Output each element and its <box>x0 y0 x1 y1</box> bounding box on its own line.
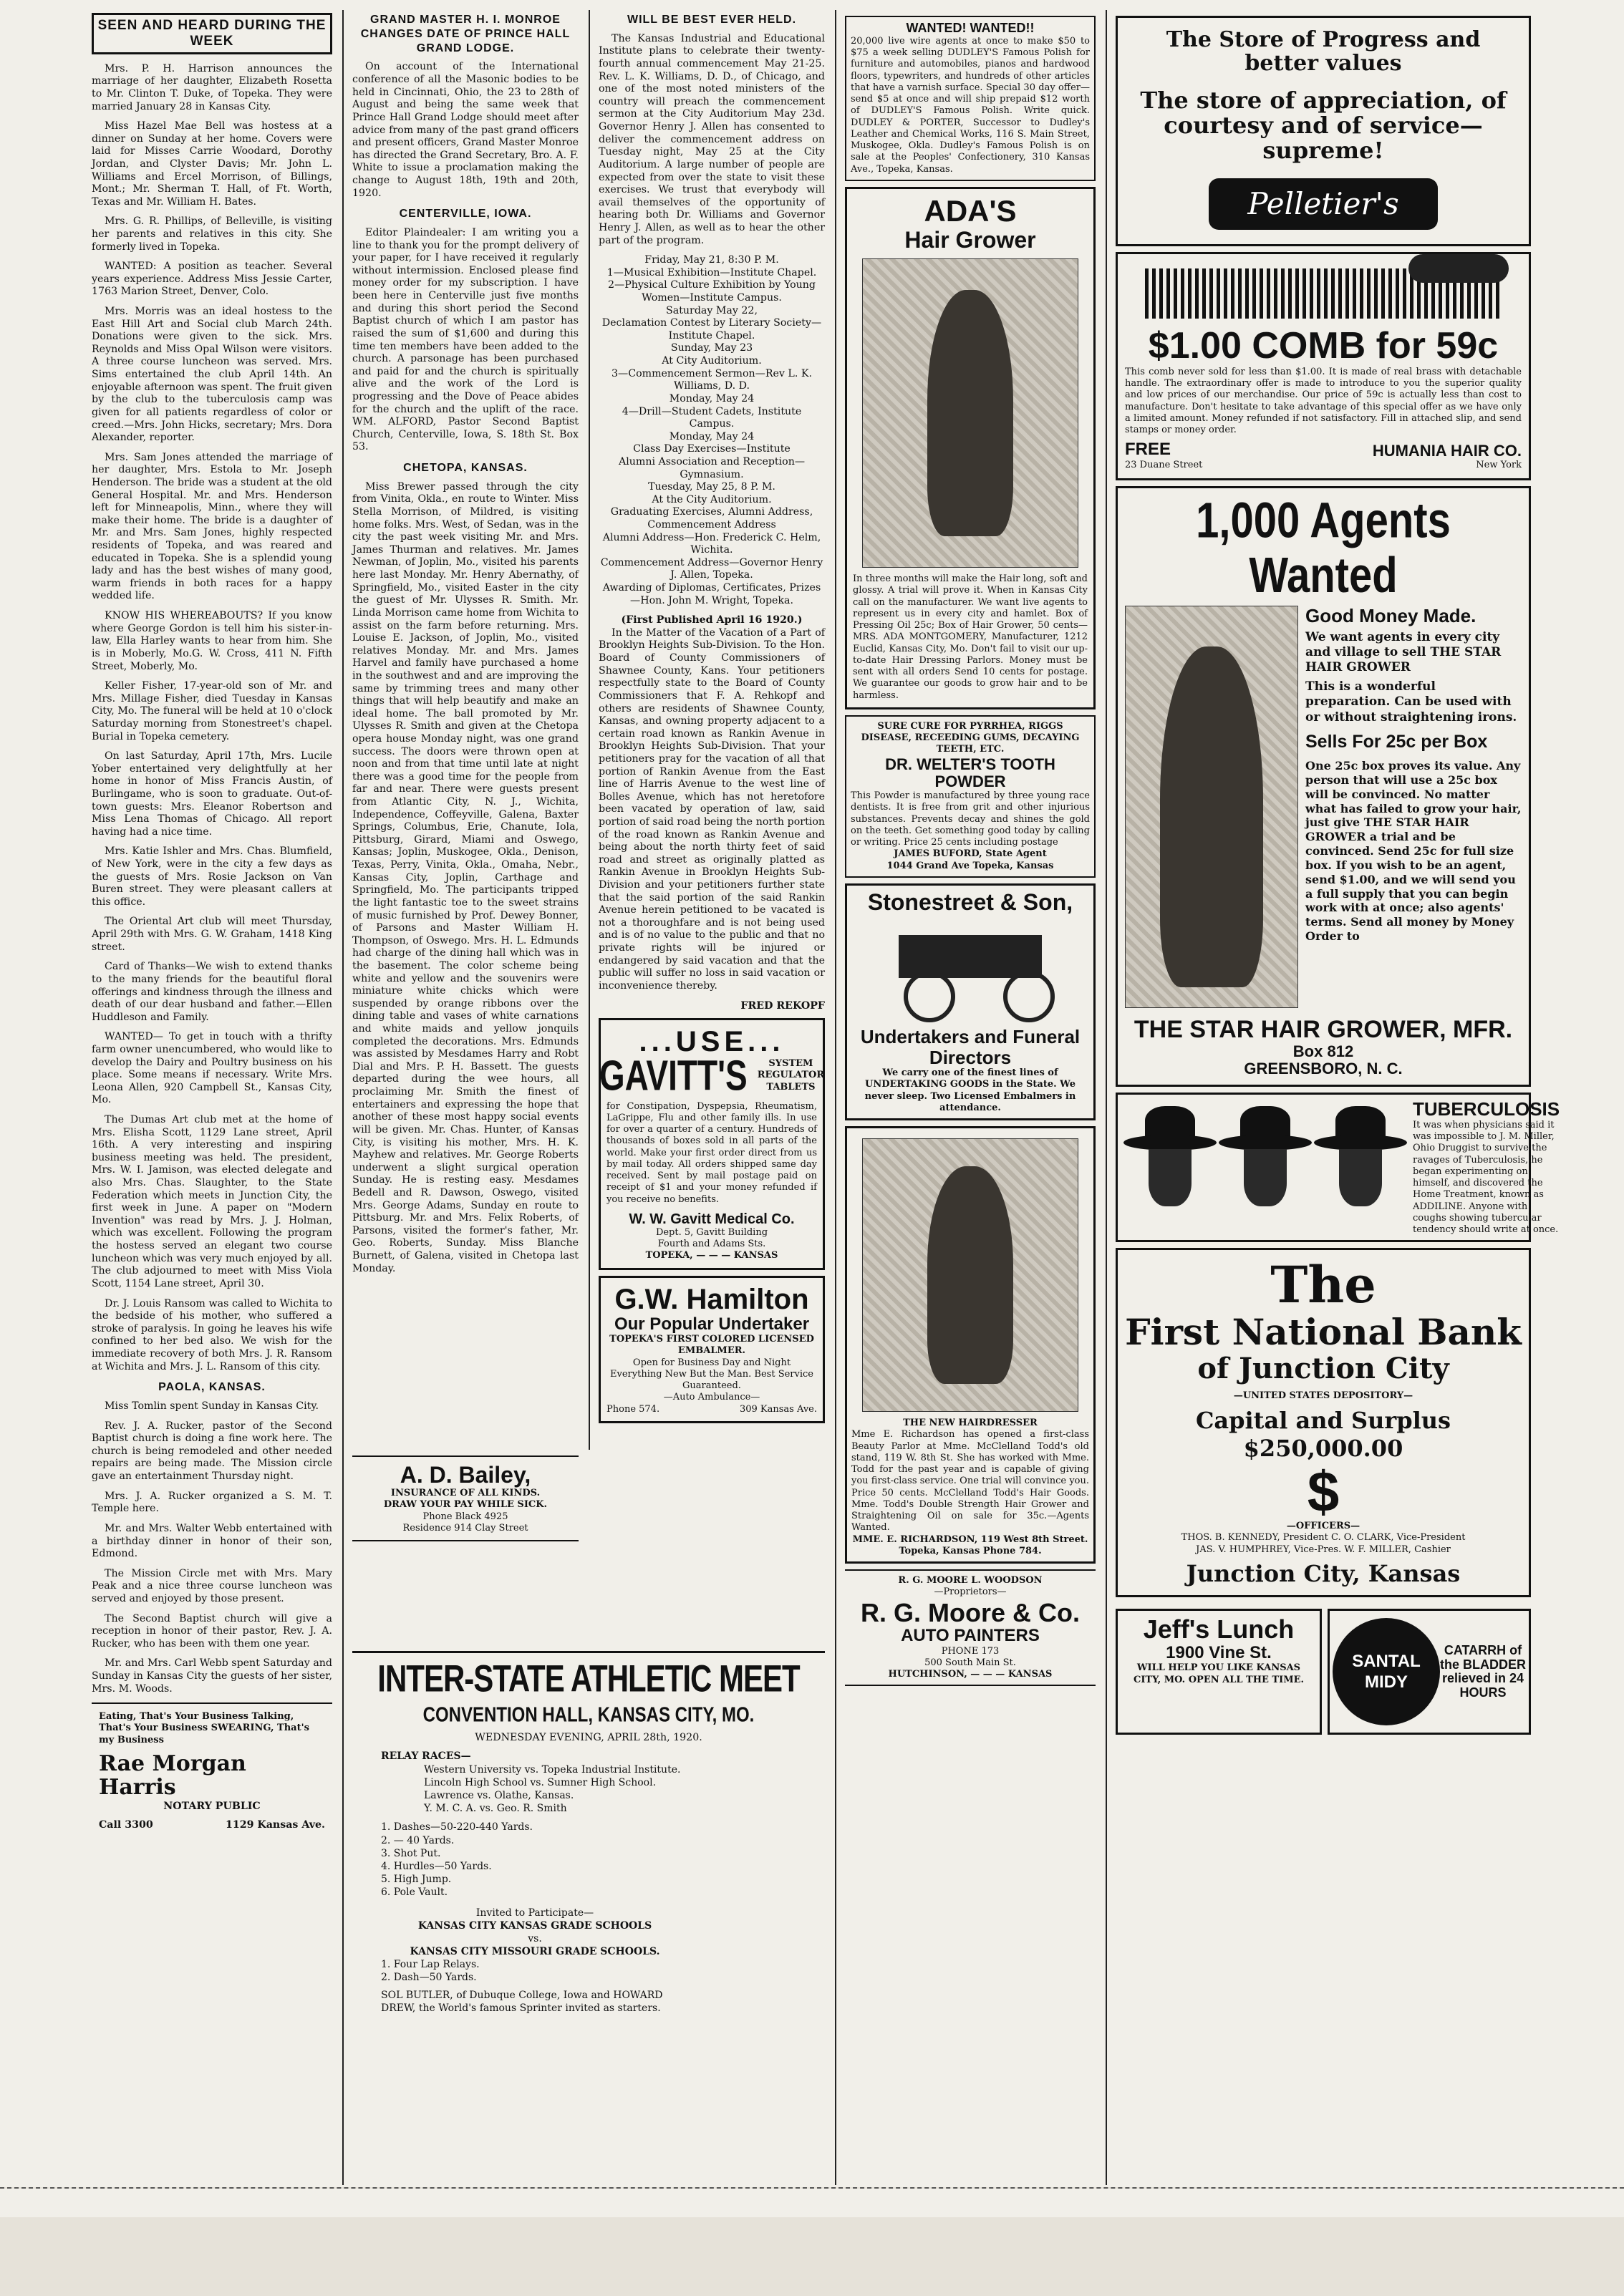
bank-name: First National Bank <box>1125 1311 1522 1354</box>
bank-the: The <box>1270 1255 1376 1315</box>
stonestreet-text: We carry one of the finest lines of UNDERTAKING GOODS in the State. We never sleep. Two Licensed Embalmers in attendance. <box>864 1067 1076 1113</box>
moore-address: 500 South Main St. <box>924 1657 1016 1668</box>
news-item: KNOW HIS WHEREABOUTS? If you know where George Gordon is tell him his sister-in-law, Ella Harley wants to hear from him. She is in Moberly, Mo.G. W. Cross, 411 N. Fifth Street, Moberly, Mo. <box>92 610 332 672</box>
gavitt-address2: Fourth and Adams Sts. <box>657 1239 766 1250</box>
harris-name: Rae Morgan Harris <box>99 1750 246 1800</box>
hamilton-line3: —Auto Ambulance— <box>663 1392 760 1403</box>
stonestreet-ad <box>845 883 1096 1120</box>
invited-kck: KANSAS CITY KANSAS GRADE SCHOOLS <box>417 1919 652 1932</box>
gavitt-ad <box>599 1018 825 1270</box>
tb-text: It was when physicians said it was impossible to J. M. Miller, Ohio Druggist to survive the ravages of Tuberculosis, he began experimenting on himself, and discovered the Home Treatment, known as ADDILINE. Anyone with coughs showing tubercular tendency should write at once. <box>1413 1119 1559 1236</box>
tb-heading: TUBERCULOSIS <box>1413 1098 1560 1120</box>
society-items <box>92 63 332 1374</box>
news-item: Card of Thanks—We wish to extend thanks to the many friends for the beautiful floral offerings and kindness through the illness and death of our dear husband and father.—Ellen Huddleson and Family. <box>92 961 332 1023</box>
welter-address: 1044 Grand Ave Topeka, Kansas <box>886 860 1054 871</box>
hamilton-ad <box>599 1276 825 1423</box>
bailey-residence: Residence 914 Clay Street <box>402 1522 528 1534</box>
agents-text3: One 25c box proves its value. Any person that will use a 25c box will be convinced. No matter what has failed to grow your hair, just give THE STAR HAIR GROWER a trial and be convinced. Send 25c for full size box. If you wish to be an agent, send $1.00, and we will send you a full supply that you can begin work with at once; also agents' terms. Send all money by Money Order to <box>1305 759 1522 944</box>
harris-call: Call 3300 <box>99 1818 153 1831</box>
jeff-address: 1900 Vine St. <box>1166 1643 1272 1663</box>
relay-entry: Western University vs. Topeka Industrial Institute. <box>424 1763 681 1776</box>
relay-list <box>381 1763 689 1816</box>
bailey-wrap <box>345 1450 586 1551</box>
ada-woman-photo <box>862 258 1078 568</box>
santal-midy-ad <box>1328 1609 1531 1735</box>
meet-date: WEDNESDAY EVENING, APRIL 28th, 1920. <box>475 1731 702 1743</box>
moore-line: AUTO PAINTERS <box>901 1626 1040 1646</box>
column-rule <box>342 10 344 2185</box>
event-entry: 1. Dashes—50-220-440 Yards. <box>381 1821 533 1834</box>
pelletier-ad <box>1116 16 1531 246</box>
harris-title: NOTARY PUBLIC <box>163 1800 261 1812</box>
column-industrial <box>591 10 832 1551</box>
program-line: Commencement Address—Governor Henry J. Allen, Topeka. <box>600 556 823 581</box>
news-item: Mrs. G. R. Phillips, of Belleville, is visiting her parents and relatives in this city. She formerly lived in Topeka. <box>92 215 332 253</box>
program-line: 3—Commencement Sermon—Rev L. K. Williams, D. D. <box>612 367 812 392</box>
ada-ad <box>845 187 1096 709</box>
moore-city: HUTCHINSON, — — — KANSAS <box>888 1669 1053 1680</box>
gavitt-company: W. W. Gavitt Medical Co. <box>629 1211 795 1227</box>
comb-company: HUMANIA HAIR CO. <box>1372 441 1522 460</box>
comb-icon <box>1145 268 1502 319</box>
hairdresser-caption: THE NEW HAIRDRESSER <box>903 1418 1038 1429</box>
program-line: Alumni Address—Hon. Frederick C. Helm, Wichita. <box>602 531 821 556</box>
dollar-icon: $ <box>1307 1460 1340 1524</box>
program-line: Friday, May 21, 8:30 P. M. <box>644 254 779 266</box>
hamilton-line1: TOPEKA'S FIRST COLORED LICENSED EMBALMER. <box>609 1334 814 1357</box>
moore-ad <box>845 1569 1096 1686</box>
program-line: Monday, May 24 <box>669 430 755 442</box>
agents-text1: We want agents in every city and village to sell THE STAR HAIR GROWER <box>1305 630 1502 675</box>
event-entry: 4. Hurdles—50 Yards. <box>381 1860 492 1872</box>
monroe-heading: GRAND MASTER H. I. MONROE CHANGES DATE OF PRINCE HALL GRAND LODGE. <box>360 14 571 54</box>
program-line: 1—Musical Exhibition—Institute Chapel. <box>606 266 817 278</box>
relay-entry: Lawrence vs. Olathe, Kansas. <box>424 1790 574 1802</box>
gavitt-address1: Dept. 5, Gavitt Building <box>655 1226 768 1238</box>
welter-agent: JAMES BUFORD, State Agent <box>894 848 1047 860</box>
program-line: Monday, May 24 <box>669 392 755 405</box>
news-item: Mrs. Morris was an ideal hostess to the East Hill Art and Social club March 24th. Donations were given to the sick. Mrs. Reynolds and Miss Opal Wilson were visitors. A three course luncheon was served. Mrs. Sims entertained the club April 14th. An enjoyable afternoon was spent. The fruit given by the club to the tuberculosis camp was given for all patients regardless of color or creed.—Mrs. John Hicks, secretary; Mrs. Dora Alexander, reporter. <box>92 306 332 444</box>
bailey-ad <box>352 1455 579 1541</box>
program-line: At the City Auditorium. <box>652 493 772 505</box>
relay-heading: RELAY RACES— <box>381 1750 471 1763</box>
paola-items <box>92 1400 332 1695</box>
pelletier-line1: The Store of Progress and better values <box>1166 27 1481 76</box>
commencement-program <box>599 254 825 607</box>
grade-event-entry: 1. Four Lap Relays. <box>381 1959 480 1971</box>
comb-headline: $1.00 COMB for 59c <box>1148 324 1499 367</box>
program-line: Graduating Exercises, Alumni Address, Commencement Address <box>610 506 813 531</box>
legal-signature: FRED REKOPF <box>740 999 825 1012</box>
news-item: Mrs. Sam Jones attended the marriage of her daughter, Mrs. Estola to Mr. Joseph Henderson. The bride was a student at the old General Hospital. Mr. and Mrs. Henderson left for Minneapolis, Minn., where they will make their home. The bride is a daughter of Mr. and Mrs. Sam Jones, highly respected residents of Topeka, and was reared and educated in Topeka. She is a splendid young lady and has the best wishes of many good, warm friends in both races for a happy wedded life. <box>92 451 332 602</box>
news-item: WANTED: A position as teacher. Several years experience. Address Miss Jessie Carter, 1763 Marion Street, Denver, Colo. <box>92 261 332 298</box>
news-item: On last Saturday, April 17th, Mrs. Lucile Yober entertained very delightfully at her home in honor of Miss Francis Austin, of Burlingame, who is soon to graduate. Out-of-town guests: Mrs. Eleanor Robertson and Miss Lena Thomas of Chicago. All report having had a nice time. <box>92 750 332 838</box>
monroe-text: On account of the International conference of all the Masonic bodies to be held in Cincinnati, Ohio, the 23 to 28th of August and being the same week that Prince Hall Grand Lodge should meet after advice from many of the past grand officers and present officers, Grand Master Monroe has directed the Grand Secretary, Bro. A. F. White to issue a proclamation making the change to August 18th, 19th and 20th, 1920. <box>352 61 579 199</box>
agents-box: Box 812 <box>1292 1042 1354 1060</box>
news-item: Mrs. J. A. Rucker organized a S. M. T. Temple here. <box>92 1490 332 1515</box>
bank-officers-1: THOS. B. KENNEDY, President C. O. CLARK, Vice-President <box>1181 1532 1466 1544</box>
pelletier-logo: Pelletier's <box>1209 178 1438 230</box>
moore-prop-label: —Proprietors— <box>934 1587 1007 1598</box>
hamilton-line2: Open for Business Day and Night Everything New But the Man. Best Service Guaranteed. <box>610 1357 813 1392</box>
news-item: Mr. and Mrs. Walter Webb entertained with a birthday dinner in honor of their son, Edmond. <box>92 1522 332 1560</box>
bank-officers-2: JAS. V. HUMPHREY, Vice-Pres. W. F. MILLER, Cashier <box>1196 1544 1451 1555</box>
jeffs-lunch-ad <box>1116 1609 1322 1735</box>
harris-slogan: Eating, That's Your Business Talking, That's Your Business SWEARING, That's my Business <box>99 1711 309 1745</box>
news-item: The Second Baptist church will give a reception in honor of their pastor, Rev. J. A. Rucker, who has been with them one year. <box>92 1612 332 1650</box>
legal-heading: (First Published April 16 1920.) <box>621 614 803 626</box>
grade-event-entry: 2. Dash—50 Yards. <box>381 1972 477 1984</box>
column-monroe <box>345 10 586 1451</box>
page-bottom-edge <box>0 2187 1624 2296</box>
comb-ad <box>1116 252 1531 480</box>
santal-text: CATARRH of the BLADDER relieved in 24 HOURS <box>1440 1642 1526 1700</box>
event-list <box>381 1821 689 1899</box>
paola-heading: PAOLA, KANSAS. <box>158 1381 266 1394</box>
masthead-seen-and-heard: SEEN AND HEARD DURING THE WEEK <box>92 13 332 54</box>
agents-company: THE STAR HAIR GROWER, MFR. <box>1134 1015 1513 1043</box>
ada-subtitle: Hair Grower <box>904 226 1036 253</box>
news-item: Miss Tomlin spent Sunday in Kansas City. <box>105 1400 319 1413</box>
program-line: Tuesday, May 25, 8 P. M. <box>648 481 775 493</box>
agents-city: GREENSBORO, N. C. <box>1244 1060 1403 1078</box>
harris-address: 1129 Kansas Ave. <box>225 1818 325 1831</box>
news-item: Mrs. Katie Ishler and Mrs. Chas. Blumfield, of New York, were in the city a few days as the guests of Mrs. Rosie Jackson on Van Buren street. They were pleasant callers at this office. <box>92 846 332 908</box>
gavitt-use: ...USE... <box>639 1026 785 1058</box>
bailey-line1: INSURANCE OF ALL KINDS. <box>390 1488 541 1499</box>
agents-headline: 1,000 Agents Wanted <box>1196 493 1451 604</box>
first-national-bank-ad <box>1116 1248 1531 1597</box>
news-item: Mrs. P. H. Harrison announces the marriage of her daughter, Elizabeth Rosetta to Mr. Clinton T. Duke, of Topeka. They were married January 28 in Kansas City. <box>92 62 332 112</box>
gavitt-city: TOPEKA, — — — KANSAS <box>645 1250 778 1261</box>
agents-subhead: Good Money Made. <box>1305 604 1476 626</box>
program-line: Alumni Association and Reception—Gymnasium. <box>618 455 806 480</box>
hamilton-phone: Phone 574. <box>606 1403 660 1415</box>
moore-name: R. G. Moore & Co. <box>861 1597 1080 1627</box>
santal-midy-seal <box>1333 1618 1440 1725</box>
column-ads-right <box>1108 10 1560 2185</box>
bank-depository: —UNITED STATES DEPOSITORY— <box>1233 1390 1413 1402</box>
gavitt-product: SYSTEM REGULATOR TABLETS <box>757 1058 825 1093</box>
dudley-heading: WANTED! WANTED!! <box>906 21 1035 35</box>
midy-word: MIDY <box>1365 1672 1408 1692</box>
news-item: Rev. J. A. Rucker, pastor of the Second Baptist church is doing a fine work here. The church is being remodeled and other needed repairs are being made. The Mission circle gave an entertainment Thursday night. <box>92 1420 332 1483</box>
chetopa-heading: CHETOPA, KANSAS. <box>403 461 528 474</box>
meet-title: INTER-STATE ATHLETIC MEET <box>377 1657 800 1700</box>
news-item: The Dumas Art club met at the home of Mrs. Elisha Scott, 1129 Lane street, April 16th. A very interesting and inspiring business meeting was held. The president, Mrs. W. I. Jamison, was elected delegate and also Mrs. Chas. Slaughter, to the State Federation which meets in Junction City, the first week in June. A paper on "Modern Invention" was read by Mrs. J. J. Holman, which was excellent. Following the program the hostess served an elegant two course luncheon which was very much enjoyed by all. The club adjourned to meet with Miss Viola Scott, 1154 Lane street, April 30. <box>92 1114 332 1289</box>
program-line: 4—Drill—Student Cadets, Institute Campus. <box>622 405 802 430</box>
news-item: The Mission Circle met with Mrs. Mary Peak and a nice three course luncheon was served and enjoyed by those present. <box>92 1567 332 1604</box>
hamilton-name: G.W. Hamilton <box>614 1283 809 1315</box>
bank-of: of Junction City <box>1197 1352 1449 1386</box>
agents-text2: This is a wonderful preparation. Can be used with or without straightening irons. <box>1305 679 1517 725</box>
hairdresser-text: Mme E. Richardson has opened a first-class Beauty Parlor at Mme. McClelland Todd's old stand, 119 W. 8th St. She has worked with Mme. Todd for the past year and is capable of giving you first-class service. One trial will convince you. Price 50 cents. McClelland Todd's Hair Goods. Mme. Todd's Double Strength Hair Grower and Straightening Oil on sale for 35c.—Agents Wanted. <box>851 1429 1089 1534</box>
hamilton-tagline: Our Popular Undertaker <box>614 1314 810 1334</box>
three-hatted-men-illustration <box>1122 1106 1408 1206</box>
ada-title: ADA'S <box>924 193 1017 228</box>
tuberculosis-ad <box>1116 1093 1560 1242</box>
centerville-heading: CENTERVILLE, IOWA. <box>399 208 532 221</box>
hairdresser-photo <box>862 1138 1078 1412</box>
welter-ad <box>845 715 1096 878</box>
dudley-text: 20,000 live wire agents at once to make $50 to $75 a week selling DUDLEY'S Famous Polish for furniture and automobiles, pianos and hardwood floors, typewriters, and hundreds of other articles that have a varnish surface. Special 30 day offer—send $5 at once and will ship prepaid $12 worth of DUDLEY'S Famous Polish. Write quick. DUDLEY & PORTER, Successor to Dudley's Leather and Chemical Works, 116 S. Main Street, Muskogee, Okla. Dudley's Famous Polish is on sale at the Peoples' Confectionery, 310 Kansas Ave., Topeka, Kansas. <box>851 35 1090 175</box>
harris-ad <box>92 1702 332 1839</box>
invited-vs: vs. <box>528 1932 542 1944</box>
gavitt-text: for Constipation, Dyspepsia, Rheumatism, LaGrippe, Flu and other family ills. In use for over a quarter of a century. Hundreds of thousands of boxes sold in all parts of the world. Make your first order direct from us by mail today. All orders shipped same day received. Sent by mail postage paid on receipt of $1 and your money refunded if you receive no benefits. <box>606 1100 817 1205</box>
comb-free: FREE <box>1125 440 1171 460</box>
meet-venue: CONVENTION HALL, KANSAS CITY, MO. <box>422 1703 755 1727</box>
event-entry: 6. Pole Vault. <box>381 1886 448 1899</box>
bailey-name: A. D. Bailey, <box>400 1462 531 1488</box>
invited-kcmo: KANSAS CITY MISSOURI GRADE SCHOOLS. <box>410 1946 660 1958</box>
column-rule <box>589 10 590 1450</box>
event-entry: 2. — 40 Yards. <box>381 1834 455 1846</box>
news-item: Mr. and Mrs. Carl Webb spent Saturday and Sunday in Kansas City the guests of her sister, Mrs. M. Woods. <box>92 1657 332 1695</box>
comb-text: This comb never sold for less than $1.00. It is made of real brass with detachable handle. The extraordinary offer is made to introduce to you the superior quality and low prices of our merchandise. Our price of 59c is actually less than cost to manufacture. Don't hesitate to take advantage of this special offer as we have only a limited amount. Money refunded if not satisfactory. Fill in attached slip, and send stamps or money order. <box>1125 366 1522 436</box>
column-rule <box>835 10 836 2185</box>
star-hair-ad <box>1116 486 1531 1087</box>
invited-heading: Invited to Participate— <box>475 1907 594 1919</box>
industrial-text: The Kansas Industrial and Educational Institute plans to celebrate their twenty-fourth annual commencement May 21-25. Rev. L. K. Williams, D. D., of Chicago, and one of the most noted ministers of the country will preach the commencement sermon at the City Auditorium May 23d. Governor Henry J. Allen has consented to deliver the commencement address on Tuesday night, May 25 at the City Auditorium. A large number of people are expected from over the state to visit these exercises. We trust that everybody will avail themselves of the opportunity of hearing both Dr. Williams and Governor Henry J. Allen, as well as to hear the other part of the program. <box>599 32 825 246</box>
legal-text: In the Matter of the Vacation of a Part of Brooklyn Heights Sub-Division. To the Hon. Board of County Commissioners of Shawnee County, Kans. Your petitioners respectfully state to the Board of County Commissioners that F. A. Rehkopf and others are residents of Shawnee County, Kansas, and owning property adjacent to a certain road known as Rankin Avenue in Brooklyn Heights Sub-Division. That your petitioners pray for the vacation of all that portion of Rankin Avenue from the East line of Harris Avenue to the west line of Bolles Avenue, which has not heretofore been vacated by operation of law, said portion of said road being the north portion of the road known as Rankin Avenue and being about the north thirty feet of said road and street as originally platted as Rankin Avenue in Brooklyn Heights Sub-Division and your petitioners further state that the said portion of the said Rankin Avenue herein petitioned to be vacated is not a thoroughfare and is not being used and is of no value to the public and that no private rights will be injured or endangered by said vacation and that the public will suffer no loss in said vacation or inconvenience thereby. <box>599 626 825 992</box>
pelletier-line2: The store of appreciation, of courtesy and of service—supreme! <box>1140 87 1507 165</box>
hearse-icon <box>851 921 1089 1021</box>
bank-city: Junction City, Kansas <box>1186 1559 1461 1587</box>
ada-text: In three months will make the Hair long, soft and glossy. A trial will prove it. When in Kansas City call on the manufacturer. We want live agents to represent us in every city and hamlet. Box of Pressing Oil 25c; Box of Hair Grower, 50 cents—MRS. ADA MONTGOMERY, Manufacturer, 1212 Euclid, Kansas City, Mo. Don't fail to visit our up-to-date Hair Dressing Parlors. Money must be sent with all orders Send 10 cents for postage. We guarantee our goods to grow hair and to be harmless. <box>853 573 1088 701</box>
program-line: Class Day Exercises—Institute <box>633 443 791 455</box>
event-entry: 3. Shot Put. <box>381 1847 441 1859</box>
santal-word: SANTAL <box>1352 1651 1421 1671</box>
jeff-name: Jeff's Lunch <box>1143 1614 1295 1645</box>
grade-event-list <box>381 1958 689 1984</box>
news-item: Miss Hazel Mae Bell was hostess at a dinner on Sunday at her home. Covers were laid for Misses Carrie Woodard, Dorothy Jordan, and Clyster Davis; Mr. John L. Williams and Ercel Morrison, of Billings, Mont.; Mr. Sherman T. Hall, of Ft. Worth, Texas and Mr. William H. Bates. <box>92 120 332 208</box>
event-entry: 5. High Jump. <box>381 1874 452 1886</box>
bailey-line2: DRAW YOUR PAY WHILE SICK. <box>383 1499 548 1511</box>
news-item: The Oriental Art club will meet Thursday, April 29th with Mrs. G. W. Graham, 1418 King street. <box>92 916 332 953</box>
dudley-ad <box>845 16 1096 181</box>
hairdresser-address: MME. E. RICHARDSON, 119 West 8th Street. Topeka, Kansas Phone 784. <box>852 1534 1088 1556</box>
athletic-meet-ad <box>345 1647 832 2185</box>
welter-heading: SURE CURE FOR PYRRHEA, RIGGS DISEASE, RECEEDING GUMS, DECAYING TEETH, ETC. <box>861 720 1080 755</box>
program-line: Saturday May 22, <box>666 304 758 316</box>
news-item: Dr. J. Louis Ransom was called to Wichita to the bedside of his mother, who suffered a stroke of paralysis. In going he leaves his wife confined to her bed also. We wish for the immediate recovery of both Mrs. J. R. Ransom at Wichita and Mrs. J. L. Ransom of this city. <box>92 1297 332 1372</box>
news-item: WANTED— To get in touch with a thrifty farm owner unencumbered, who would like to develop the Dairy and Poultry business on his place. Some means if necessary. Write Mrs. Leona Allen, 920 Campbell St., Kansas City, Mo. <box>92 1031 332 1106</box>
jeff-text: WILL HELP YOU LIKE KANSAS CITY, MO. OPEN ALL THE TIME. <box>1133 1662 1305 1685</box>
program-line: 2—Physical Culture Exhibition by Young Women—Institute Campus. <box>608 279 816 304</box>
star-hair-woman-photo <box>1125 606 1298 1008</box>
program-line: Declamation Contest by Literary Society—Institute Chapel. <box>601 317 822 342</box>
column-rule <box>1106 10 1107 2185</box>
gavitt-name: GAVITT'S <box>599 1051 748 1100</box>
column-ads-left <box>838 10 1103 2185</box>
stonestreet-name: Stonestreet & Son, <box>867 888 1073 915</box>
hamilton-address: 309 Kansas Ave. <box>739 1403 817 1415</box>
stonestreet-line: Undertakers and Funeral Directors <box>860 1025 1081 1068</box>
column-society <box>84 10 339 2185</box>
bailey-phone: Phone Black 4925 <box>422 1511 508 1522</box>
bank-capital: Capital and Surplus $250,000.00 <box>1195 1406 1451 1463</box>
welter-name: DR. WELTER'S TOOTH POWDER <box>885 755 1055 790</box>
welter-text: This Powder is manufactured by three young race dentists. It is free from grit and other injurious substances. Prevents decay and shines the gold on the teeth. Get something good today by calling or writing. Price 25 cents including postage <box>851 790 1090 848</box>
program-line: Awarding of Diplomas, Certificates, Prizes—Hon. John M. Wright, Topeka. <box>602 582 821 606</box>
relay-entry: Y. M. C. A. vs. Geo. R. Smith <box>424 1803 567 1815</box>
moore-phone: PHONE 173 <box>941 1645 1000 1657</box>
industrial-heading: WILL BE BEST EVER HELD. <box>627 14 797 26</box>
program-line: Sunday, May 23 <box>670 342 753 354</box>
program-line: At City Auditorium. <box>662 355 762 367</box>
news-item: Keller Fisher, 17-year-old son of Mr. and Mrs. Millage Fisher, died Tuesday in Kansas City, Mo. The funeral will be held at 10 o'clock Saturday morning from Stonestreet's chapel. Burial in Topeka cemetery. <box>92 680 332 742</box>
comb-street: 23 Duane Street <box>1125 459 1203 470</box>
comb-city: New York <box>1476 459 1522 470</box>
moore-proprietors: R. G. MOORE L. WOODSON <box>898 1575 1043 1587</box>
centerville-text: Editor Plaindealer: I am writing you a line to thank you for the prompt delivery of your paper, for I have received it regularly without intermission. Enclosed please find money order for my subscription. I have been here in Centerville just five months and during this short period the Second Baptist church of which I am pastor has raised the sum of $1,600 and during this time ten members have been added to the church. A parsonage has been purchased and paid for and the church is spiritually alive and the work of the Lord is progressing and the Dove of Peace abides for the church and the uplift of the race. WM. ALFORD, Pastor Second Baptist Church, Centerville, Iowa, S. 18th St. Box 53. <box>352 227 579 453</box>
chetopa-text: Miss Brewer passed through the city from Vinita, Okla., en route to Winter. Miss Stella Morrison, of Mildred, is visiting home folks. Mrs. West, of Sedan, was in the city the past week visiting Mr. and Mrs. James Thurman and relatives. Mr. James Newman, of Joplin, Mo., visited his parents here last Monday. Mr. Henry Abernathy, of Springfield, Mo., visited Easter in the city the guest of Mr. Ulysses R. Smith. Mr. Linda Morrison came home from Wichita to assist on the farm before returning. Mrs. Louise E. Jackson, of Joplin, Mo., visited relatives Monday. Mr. and Mrs. James Harvel and family have purchased a home in the southwest and and are improving the same by trimming trees and many other things that will help beautify and make an ideal home. The ball promoted by Mr. Ulysses R. Smith and given at the Chetopa opera house Monday night, was one grand success. The doors were thrown open at noon and from that time until late at night there was a good time for the people from far and near. There were guests present from Atlantic City, N. J., Wichita, Independence, Coffeyville, Galena, Baxter Springs, Columbus, Erie, Chanute, Iola, Pittsburg, Girard, Miami and Oswego, Kansas; Joplin, Muskogee, Okla., Denison, Texas, Perry, Vinita, Okla., Omaha, Nebr., Kansas City, Joplin, Carthage and Springfield, Mo. The participants tripped the light fantastic toe to the sweet strains of music furnished by Prof. Dewey Bonner, of Parsons and Master William H. Thompson, of Oswego. Mrs. H. L. Edmunds had charge of the dining hall which was in the basement. The color scheme being white and yellow and the souvenirs were miniature white chicks which were suspended by orange ribbons over the dining table and vases of white carnations and white maids and yellow jonquils completed the decorations. Mrs. Edmunds was assisted by Mesdames Harry and Robt Dial and Mrs. P. H. Bassett. The guests departed during the wee hours, all proclaiming Mr. Smith the finest of entertainers and expressing the hope that another of these most happy social events will be given. Mr. Chas. Hunter, of Kansas City, is visiting his mother, Mrs. H. K. Mayhew and relatives. Mr. George Roberts underwent a slight surgical operation Sunday. He is resting easy. Mesdames Bedell and R. Dawson, Oswego, visited Mrs. George Adams, Sunday en route to Pittsburg. Mr. and Mrs. Felix Roberts, of Parsons, visited the former's father, Mr. Geo. Roberts, Sunday. Miss Blanche Burnett, of Galena, visited in Chetopa last Monday. <box>352 480 579 1274</box>
agents-sells: Sells For 25c per Box <box>1305 731 1488 752</box>
meet-starters: SOL BUTLER, of Dubuque College, Iowa and HOWARD DREW, the World's famous Sprinter invited as starters. <box>381 1989 663 2014</box>
bank-officers-label: —OFFICERS— <box>1286 1521 1360 1532</box>
relay-entry: Lincoln High School vs. Sumner High School. <box>424 1776 657 1788</box>
hairdresser-ad <box>845 1126 1096 1564</box>
